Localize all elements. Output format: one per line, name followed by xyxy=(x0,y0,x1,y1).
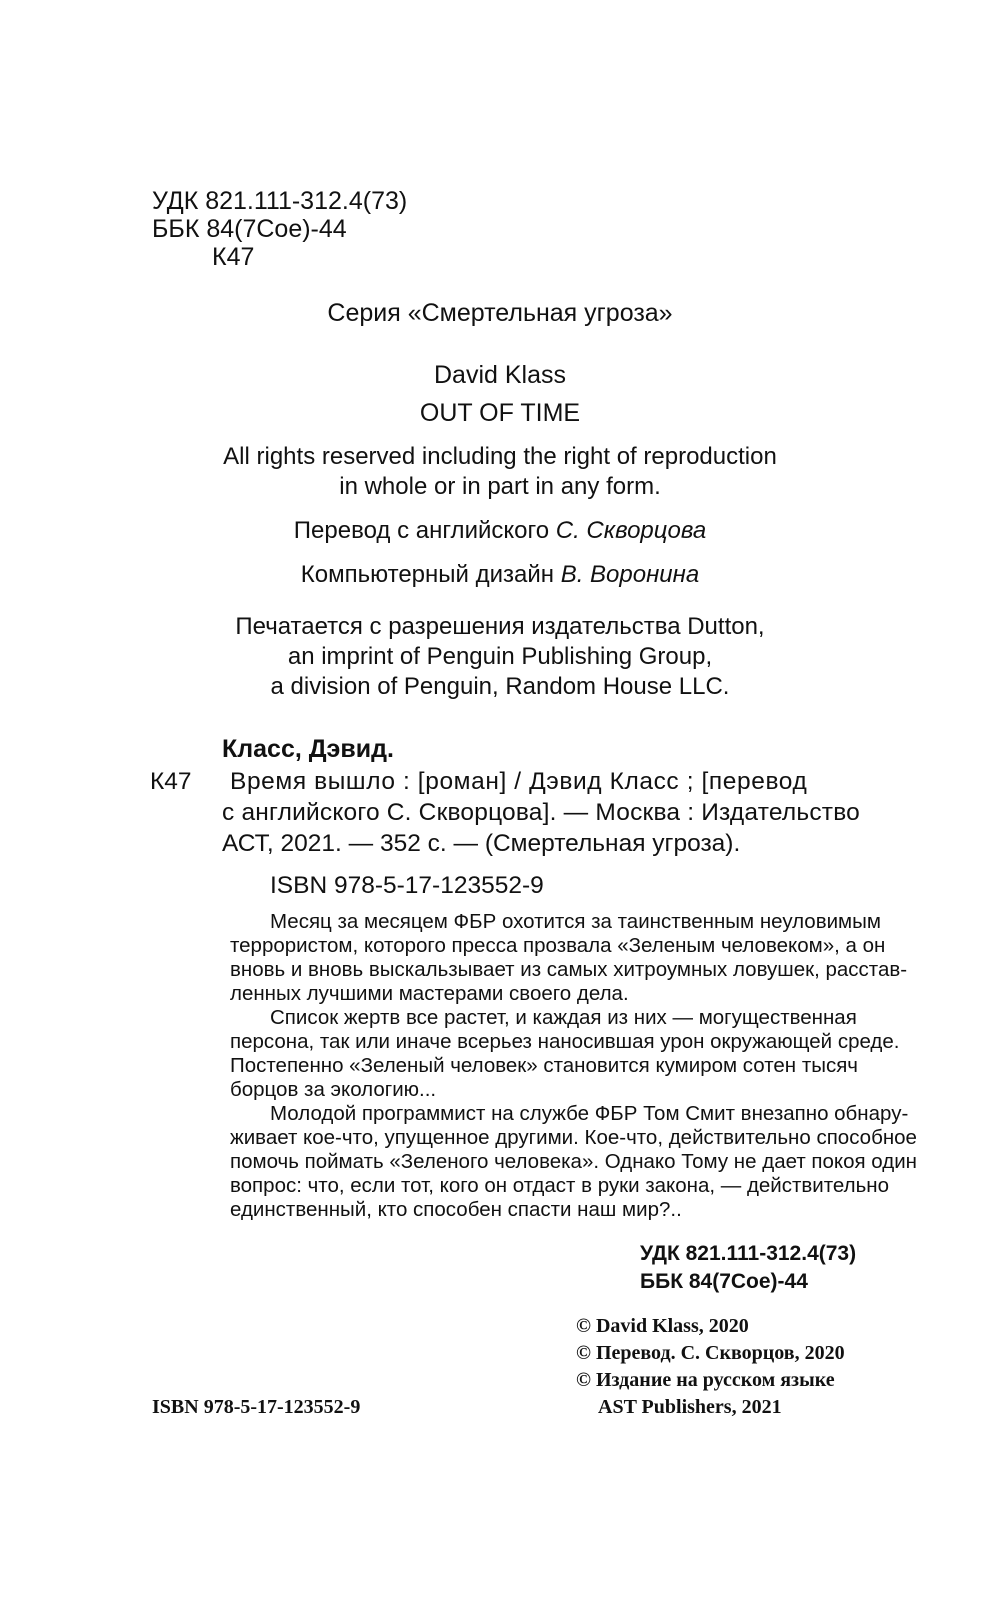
series-title: Серия «Смертельная угроза» xyxy=(327,299,673,327)
catalog-mark: К47 xyxy=(150,768,192,795)
catalog-heading: Класс, Дэвид. xyxy=(222,735,394,763)
catalog-line-2: с английского С. Скворцова]. — Москва : Издательство xyxy=(222,799,860,826)
annotation-p3-l4: вопрос: что, если тот, кого он отдаст в руки закона, — действительно xyxy=(230,1174,889,1197)
annotation-p3-l1: Молодой программист на службе ФБР Том Смит внезапно обнару- xyxy=(270,1102,909,1125)
footer-isbn: ISBN 978-5-17-123552-9 xyxy=(152,1396,361,1418)
catalog-line-3: АСТ, 2021. — 352 с. — (Смертельная угроза). xyxy=(222,830,741,857)
copyright-line-2: © Перевод. С. Скворцов, 2020 xyxy=(576,1342,845,1364)
author-mark: К47 xyxy=(212,243,255,271)
footer-bbk-code: ББК 84(7Сое)-44 xyxy=(640,1270,808,1293)
annotation-p3-l5: единственный, кто способен спасти наш мир?.. xyxy=(230,1198,682,1221)
copyright-line-1: © David Klass, 2020 xyxy=(576,1315,749,1337)
udk-code: УДК 821.111-312.4(73) xyxy=(152,187,408,215)
annotation-p2-l2: персона, так или иначе всерьез наносившая урон окружающей среде. xyxy=(230,1030,900,1053)
permission-line-2: an imprint of Penguin Publishing Group, xyxy=(287,643,713,670)
design-credit xyxy=(0,560,1000,590)
catalog-line-1: Время вышло : [роман] / Дэвид Класс ; [перевод xyxy=(230,768,808,795)
annotation-p2-l1: Список жертв все растет, и каждая из них — могущественная xyxy=(270,1006,857,1029)
annotation-p2-l4: борцов за экологию... xyxy=(230,1078,437,1101)
original-author: David Klass xyxy=(434,361,566,389)
translation-credit xyxy=(0,516,1000,546)
catalog-isbn: ISBN 978-5-17-123552-9 xyxy=(270,872,544,899)
design-label: Компьютерный дизайн xyxy=(300,561,555,588)
annotation-p1-l3: вновь и вновь выскальзывает из самых хитроумных ловушек, расстав- xyxy=(230,958,908,981)
translation-label: Перевод с английского xyxy=(293,517,550,544)
annotation-p1-l2: террористом, которого пресса прозвала «Зеленым человеком», а он xyxy=(230,934,886,957)
original-title: OUT OF TIME xyxy=(419,399,581,427)
rights-line-2: in whole or in part in any form. xyxy=(339,473,661,500)
annotation-p3-l3: помочь поймать «Зеленого человека». Однако Тому не дает покоя один xyxy=(230,1150,917,1173)
permission-line-1: Печатается с разрешения издательства Dutton, xyxy=(235,613,765,640)
designer-name: В. Воронина xyxy=(560,561,700,588)
copyright-line-3: © Издание на русском языке xyxy=(576,1369,835,1391)
annotation-p1-l1: Месяц за месяцем ФБР охотится за таинственным неуловимым xyxy=(270,910,881,933)
bbk-code: ББК 84(7Сое)-44 xyxy=(152,215,347,243)
footer-udk-code: УДК 821.111-312.4(73) xyxy=(640,1242,857,1265)
annotation-p3-l2: живает кое-что, упущенное другими. Кое-что, действительно способное xyxy=(230,1126,917,1149)
annotation-p2-l3: Постепенно «Зеленый человек» становится кумиром сотен тысяч xyxy=(230,1054,858,1077)
annotation-p1-l4: ленных лучшими мастерами своего дела. xyxy=(230,982,629,1005)
rights-line-1: All rights reserved including the right of reproduction xyxy=(223,443,777,470)
permission-line-3: a division of Penguin, Random House LLC. xyxy=(270,673,730,700)
copyright-line-4: AST Publishers, 2021 xyxy=(598,1396,782,1418)
translator-name: С. Скворцова xyxy=(555,517,707,544)
